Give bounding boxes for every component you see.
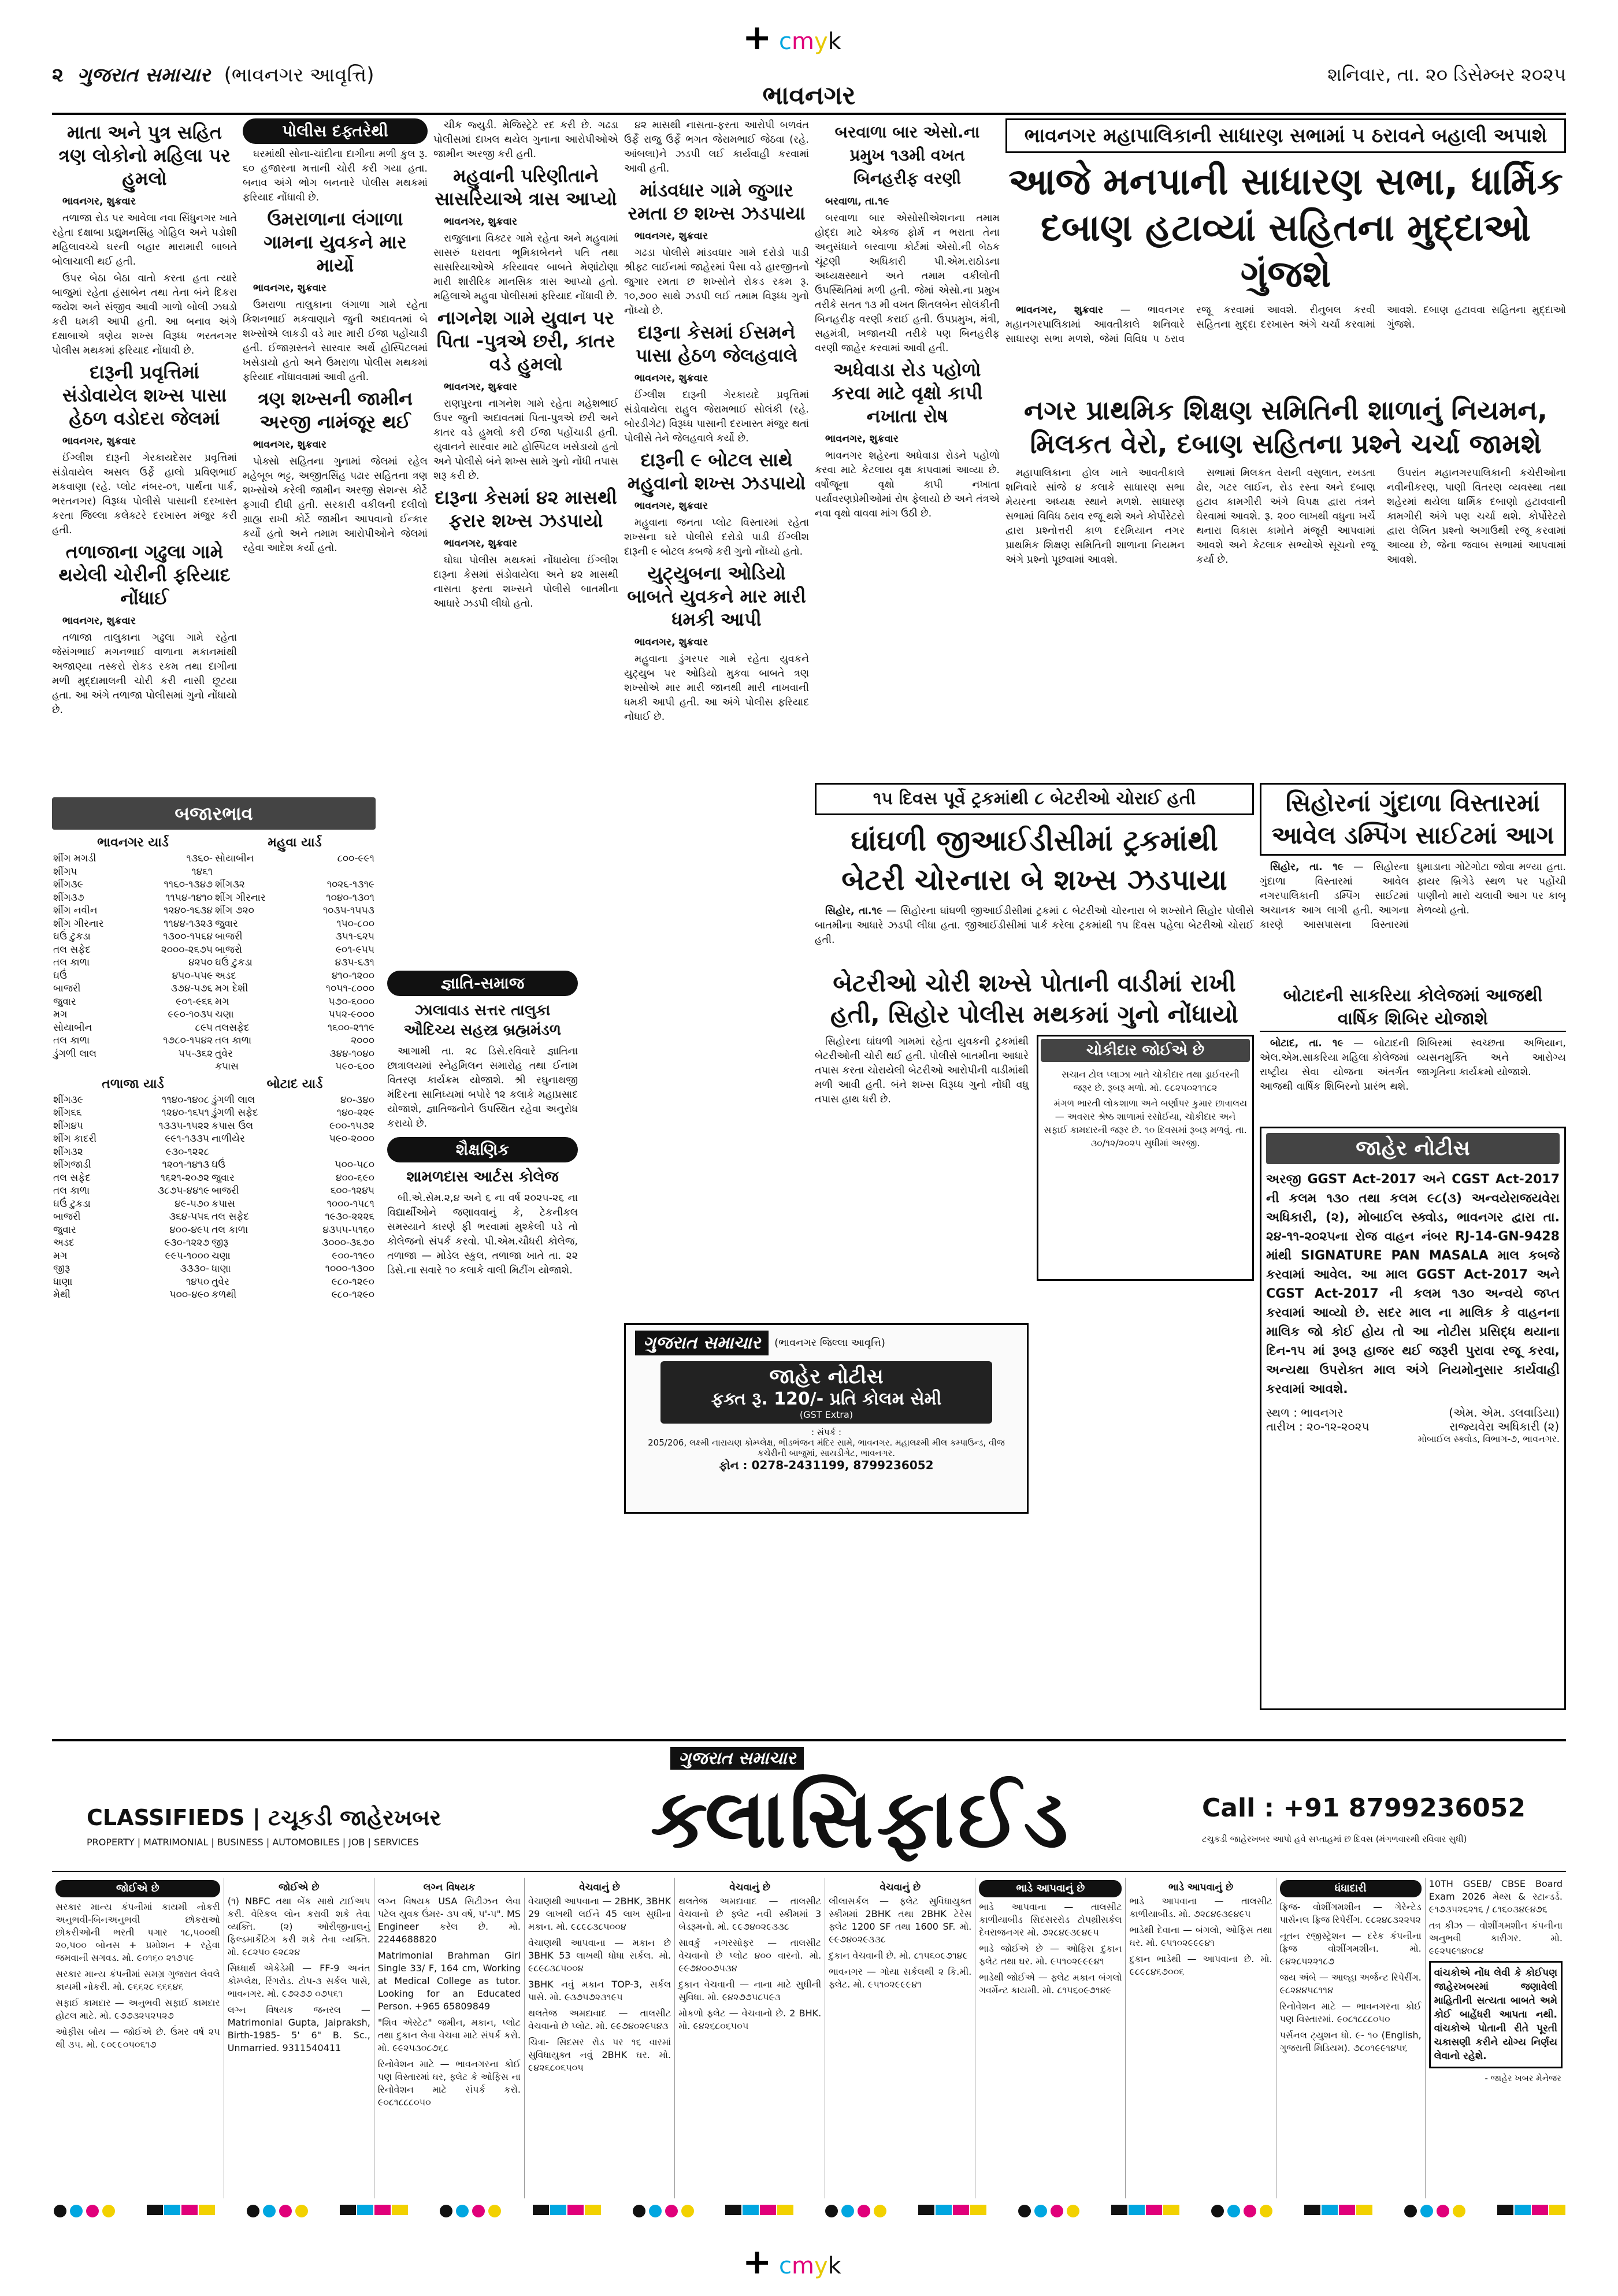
truck-subheadline: બેટરીઓ ચોરી શખ્સે પોતાની વાડીમાં રાખી હતી, સિહોર પોલીસ મથકમાં ગુનો નોંધાયો — [830, 969, 1238, 1028]
classified-ad: વેચાણથી આપવાના — 2BHK, 3BHK 29 લાખથી લઈને 45 લાખ સુધીના મકાન. મો. ૯૮૯૮૩૮૫૦૦૪ — [528, 1896, 671, 1932]
color-swatch — [649, 2205, 662, 2217]
color-swatch — [874, 2205, 886, 2217]
color-swatch — [263, 2205, 276, 2217]
classified-ad: લગ્ન વિષયક જનરલ — Matrimonial Gupta, Jaipraksh, Birth-1985- 5' 6" B. Sc., Unmarried. 9311540411 — [227, 2004, 370, 2053]
headline: ત્રણ શખ્સની જામીન અરજી નામંજૂર થઈ — [257, 388, 413, 433]
color-swatch — [164, 2205, 180, 2215]
color-swatch — [1549, 2205, 1565, 2215]
color-swatch — [550, 2205, 566, 2215]
color-swatch — [1339, 2205, 1355, 2215]
color-swatch — [340, 2205, 356, 2215]
rate-ad: ગુજરાત સમાચાર (ભાવનગર જિલ્લા આવૃત્તિ) જાહેર નોટીસ ફક્ત રૂ. 120/- પ્રતિ કોલમ સેમી (GST Extra) : સંપર્ક : 205/206, લક્ષ્મી નારાયણ કોમ્પ્લેક્ષ, ભીડભંજન મંદિર સામે, ભાવનગર. મહાલક્ષ્મી મીલ કમ્પાઉન્ડ, વીજ કચેરીની બાજુમાં, સાયડીગેટ, ભાવનગર. ફોન : 0278-2431199, 8799236052 — [624, 1323, 1029, 1514]
color-swatch-group — [1497, 2205, 1566, 2217]
headline: ઉમરાળાના લંગાળા ગામના યુવકને માર માર્યો — [264, 208, 407, 276]
color-swatch — [1322, 2205, 1338, 2215]
classified-ad: સાવર્કુ નગરસોફર — તાલસીટ વેચવાનો છે પ્લોટ ૪૦૦ વારનો. મો. ૯૯૭૪૦૦૭૫૩૪ — [678, 1937, 822, 1974]
classified-ad: રિનોવેશન માટે — ભાવનગરના કોઈ પણ વિસ્તારમાં. ૯૦૮૧૮૮૮૦૫૦ — [1279, 2001, 1422, 2024]
classifieds-body: જોઈએ છે સરકાર માન્ય કંપનીમાં કાયમી નોકરી અનુભવી-બિનઅનુભવી છોકરાઓ છોકરીઓની ભરતી પગાર ૧૮,૫૦૦થી ૨૦,૫૦૦ બોનસ + પ્રમોશન + રહેવા જમવાની સગવડ. મો. ૯૦૧૬૦ ૨૧૭૫૯ સરકાર માન્ય કંપનીમાં સમગ્ર ગુજરાત લેવલે કાયમી નોકરી. મો. ૯૬૬૨૮ ૬૬૬૪૬ સફાઈ કામદાર — અનુભવી સફાઈ કામદાર હોટલ માટે. મો. ૯૭૭૩૨૫૨૫૨૭ ઓફીસ બોય — જોઈએ છે. ઉંમર વર્ષ ૨૫ થી ૩૫. મો. ૯૦૯૯૦૫૦૬૧૭ જોઈએ છે (૧) NBFC તથા બેંક સાથે ટાઈઅપ કરી. વેરિકલ લોન કરાવી શકે તેવા વ્યક્તિ. (૨) ઓરીજીનાલનું ફિલ્ડમાર્કેટિંગ કરી શકે તેવા વ્યક્તિ. મો. ૯૮૨૫૦ ૯૨૮૨૪ સિધ્ધાર્થ એકેડેમી — FF-9 અનંત કોમ્પ્લેક્ષ, રિંગરોડ. ટોપ-૩ સર્કલ પાસે, ભાવનગર. મો. ૯૭૨૭૭ ૦૭૫૬૧ લગ્ન વિષયક જનરલ — Matrimonial Gupta, Jaipraksh, Birth-1985- 5' 6" B. Sc., Unmarried. 9311540411 લગ્ન વિષયક લગ્ન વિષયક USA સિટીઝન લેવા પટેલ યુવક ઉંમર- ૩૫ વર્ષ, ૫'-૫". MS Engineer કરેલ છે. મો. 2244688820 Matrimonial Brahman Girl Single 33/ F, 164 cm, Working at Medical College as tutor. Looking for an Educated Person. +965 65809849 "શિવ એસ્ટેટ" જમીન, મકાન, પ્લોટ તથા દુકાન લેવા વેચવા માટે સંપર્ક કરો. મો. ૯૯૨૫૩૦૮૭૬૮ રિનોવેશન માટે — ભાવનગરના કોઈ પણ વિસ્તારમાં ઘર, ફ્લેટ કે ઓફિસ ના રિનોવેશન માટે સંપર્ક કરો. ૯૦૮૧૮૮૮૦૫૦ વેચવાનું છે વેચાણથી આપવાના — 2BHK, 3BHK 29 લાખથી લઈને 45 લાખ સુધીના મકાન. મો. ૯૮૯૮૩૮૫૦૦૪ વેચાણથી આપવાના — મકાન છે 3BHK 53 લાખથી ધોધા સર્કલ. મો. ૯૮૯૮૩૮૫૦૦૪ 3BHK નવું મકાન TOP-3, સર્કલ પાસે. મો. ૯૩૭૫૭૨૩૧૯૫ થલતેજ અમદાવાદ — તાલસીટ વેચવાનો છે પ્લોટ. મો. ૯૯૭૪૦૨૯૫૪૩ ચિત્રા- સિદસર રોડ પર ૧૬ વારમાં સુવિધાયુક્ત નવું 2BHK ઘર. મો. ૯૪૨૬૮૦૬૫૦૫ વેચવાનું છે થલતેજ અમદાવાદ — તાલસીટ વેચવાનો છે ફ્લેટ નવી સ્કીમમાં 3 બેડરૂમનો. મો. ૯૯૭૪૦૨૯૩૩૮ સાવર્કુ નગરસોફર — તાલસીટ વેચવાનો છે પ્લોટ ૪૦૦ વારનો. મો. ૯૯૭૪૦૦૭૫૩૪ દુકાન વેચવાની — નાના માટે સુધીની સુવિધા. મો. ૯૪૨૭૭૫૮૫૯૩ મોકળો ફ્લેટ — વેચવાનો છે. 2 BHK. મો. ૯૪૨૬૮૦૬૫૦૫ વેચવાનું છે લીલાસર્કલ — ફ્લેટ સુવિધાયુક્ત સ્કીમમાં 2BHK તથા 2BHK ટેરેસ ફ્લેટ 1200 SF તથા 1600 SF. મો. ૯૯૭૪૦૨૯૩૩૮ દુકાન વેચવાની છે. મો. ૮૧૫૬૦૯૭૧૪૯ ભાવનગર — ગોયા સર્કલથી ૨ કિ.મી. ફ્લેટ. મો. ૯૫૧૦૨૯૯૯૪૧ ભાડે આપવાનું છે ભાડે આપવાના — તાલસીટ કાળીયાબીડ સિદસરરોડ ટોપથ્રીસર્કલ દેવરાજનગર મો. ૭૨૮૪૯૩૯૪૯૫ ભાડે જોઈએ છે — ઓફિસ દુકાન ફ્લેટ તથા ઘર. મો. ૯૫૧૦૨૯૯૯૪૧ ભાડેથી જોઈએ — ફ્લેટ મકાન બંગલો ગવર્મેન્ટ કાયમી. મો. ૮૧૫૬૦૯૭૧૪૯ ભાડે આપવાનું છે ભાડે આપવાના — તાલસીટ કાળીયાબીડ. મો. ૭૨૮૪૯૩૯૪૯૫ ભાડેથી દેવાના — બંગલો, ઓફિસ તથા ઘર. મો. ૯૫૧૦૨૯૯૯૪૧ દુકાન ભાડેથી — આપવાના છે. મો. ૯૮૯૮૪૬૭૦૦૬ ધંધાદારી ફ્રિજ- વોશીંગમશીન — ગેરેન્ટેડ પાર્સનલ ફ્રિજ રિપેરીંગ. ૯૮૨૪૮૩૨૨૫૨ નૂતન રજીસ્ટ્રેશન — દરેક કંપનીના ફ્રિજ વોશીંગમશીન. મો. ૯૪૨૮૫૨૨૧૮૭ જય અંબે — આલ્હા અર્જન્ટ રિપેરીંગ. ૯૮૨૪૪૫૮૧૧૪ રિનોવેશન માટે — ભાવનગરના કોઈ પણ વિસ્તારમાં. ૯૦૮૧૮૮૮૦૫૦ પર્સનલ ટ્યુશન ધો. ૯- ૧૦ (English, ગુજરાતી મિડિયમ). ૭૮૦૧૯૯૧૪૫૬ 10TH GSEB/ CBSE Board Exam 2026 મેથ્સ & સ્ટાન્ડર્ડ. ૯૧૭૩૫૨૬૨૧૬ / ૮૧૬૦૩૪૯૪૭૬ તત્ર કીઝ — વોશીંગમશીન કંપનીના અનુભવી કારીગર. મો. ૯૯૨૫૯૧૪૦૮૪ વાંચકોએ નોંધ લેવી કે કોઈપણ જાહેરખબરમાં જણાવેલી માહિતીની સત્યતા બાબતે અમે કોઈ બાહેંધરી આપતા નથી. વાંચકોએ પોતાની રીતે પૂરતી ચકાસણી કરીને યોગ્ય નિર્ણય લેવાનો રહેશે. - જાહેર ખબર મેનેજર — [52, 1878, 1566, 2198]
classified-ad: તત્ર કીઝ — વોશીંગમશીન કંપનીના અનુભવી કારીગર. મો. ૯૯૨૫૯૧૪૦૮૪ — [1428, 1920, 1563, 1956]
color-swatch — [760, 2205, 776, 2215]
market-row: તલ કાળા ૩૮૭૫-૪૪૧૯ બાજરી ૬૦૦-૧૨૪૫ — [53, 1185, 374, 1197]
color-swatch — [199, 2205, 215, 2215]
market-row: શીંગ મગડી ૧૩૬૦- સોયાબીન ૮૦૦-૯૯૧ — [53, 853, 374, 864]
classifieds-disclaimer: વાંચકોએ નોંધ લેવી કે કોઈપણ જાહેરખબરમાં જણાવેલી માહિતીની સત્યતા બાબતે અમે કોઈ બાહેંધરી આપતા નથી. વાંચકોએ પોતાની રીતે પૂરતી ચકાસણી કરીને યોગ્ય નિર્ણય લેવાનો રહેશે. — [1429, 1961, 1563, 2068]
color-control-bar — [52, 2202, 1566, 2220]
lead-headline: આજે મનપાની સાધારણ સભા, ધાર્મિક દબાણ હટાવ્યાં સહિતના મુદ્દાઓ ગુંજશે — [1008, 161, 1563, 296]
market-row: જુવાર ૯૦૧-૯૬૬ મગ ૫૭૦-૬૦૦૦ — [53, 995, 374, 1008]
color-swatch — [1163, 2205, 1179, 2215]
classified-ad: રિનોવેશન માટે — ભાવનગરના કોઈ પણ વિસ્તારમાં ઘર, ફ્લેટ કે ઓફિસ ના રિનોવેશન માટે સંપર્ક કરો. ૯૦૮૧૮૮૮૦૫૦ — [377, 2059, 521, 2108]
color-swatch — [633, 2205, 645, 2217]
classified-ad: દુકાન વેચવાની છે. મો. ૮૧૫૬૦૯૭૧૪૯ — [829, 1950, 968, 1961]
section-banner-police: પોલીસ દફ્તરેથી — [243, 118, 428, 144]
classified-ad: ભાડે આપવાના — તાલસીટ કાળીયાબીડ. મો. ૭૨૮૪૯૩૯૪૯૫ — [1129, 1896, 1272, 1919]
color-swatch — [102, 2205, 115, 2217]
section-banner-education: શૈક્ષણિક — [387, 1137, 578, 1162]
classified-ad: જય અંબે — આલ્હા અર્જન્ટ રિપેરીંગ. ૯૮૨૪૪૫૮૧૧૪ — [1279, 1972, 1422, 1996]
headline: મહુવાની પરિણીતાને સાસરિયાએ ત્રાસ આપ્યો — [435, 165, 617, 210]
color-swatch — [825, 2205, 838, 2217]
market-row: શીંગ૪૫ ૧૩૩૫-૧૫૨૨ કપાસ ઉલ ૯૦૦-૧૫૭૨ — [53, 1120, 374, 1132]
market-row: શીંગજાડી ૧૨૦૧-૧૪૧૩ ઘઉં ૫૦૦-૫૮૦ — [53, 1159, 374, 1171]
classified-ad: થલતેજ અમદાવાદ — તાલસીટ વેચવાનો છે ફ્લેટ નવી સ્કીમમાં 3 બેડરૂમનો. મો. ૯૯૭૪૦૨૯૩૩૮ — [678, 1896, 822, 1932]
market-row: શીંગ૩૨ ૯૩૦-૧૨૨૮ — [53, 1146, 210, 1158]
watchman-ad: ચોકીદાર જોઈએ છે સચાન ટોલ પ્લાઝા ખાતે ચોકીદાર તથા ડ્રાઈવરની જરૂર છે. રૂબરૂ મળો. મો. ૯૮૨૫૦૨૧૧૮૨ મંગળ ભારતી લોકશાળા અને બર્ણાપર કુમાર છાત્રાલય — અવસર શ્રેષ્ઠ શાળામાં રસોઈયા, ચોકીદાર અને સફાઈ કામદારની જરૂર છે. ૧૦ દિવસમાં રૂબરૂ મળવું. તા. ૩૦/૧૨/૨૦૨૫ સુધીમાં અરજી. — [1037, 1035, 1254, 1281]
market-row: બાજરી ૩૭૪-૫૭૬ મગ દેશી ૧૦૫૧-૮૦૦૦ — [53, 983, 374, 994]
market-row: શીંગ૩૯ ૧૧૪૦-૧૪૦૮ ડુંગળી લાલ ૪૦-૩૪૦ — [53, 1094, 374, 1106]
color-swatch — [777, 2205, 793, 2215]
color-swatch — [86, 2205, 99, 2217]
market-row: શીંગ૩૭ ૧૧૫૪-૧૪૧૦ શીંગ ગીરનાર ૧૦૪૦-૧૩૦૧ — [53, 891, 374, 904]
color-swatch — [1244, 2205, 1256, 2217]
color-swatch — [1260, 2205, 1272, 2217]
classified-ad: ભાડેથી જોઈએ — ફ્લેટ મકાન બંગલો ગવર્મેન્ટ કાયમી. મો. ૮૧૫૬૦૯૭૧૪૯ — [979, 1972, 1122, 1996]
color-swatch — [970, 2205, 986, 2215]
truck-kicker: ૧૫ દિવસ પૂર્વે ટ્રકમાંથી ૮ બેટરીઓ ચોરાઈ હતી — [815, 783, 1254, 815]
classified-ad: થલતેજ અમદાવાદ — તાલસીટ વેચવાનો છે પ્લોટ. મો. ૯૯૭૪૦૨૯૫૪૩ — [528, 2008, 671, 2031]
color-swatch — [247, 2205, 259, 2217]
color-swatch-group — [1111, 2205, 1180, 2217]
market-title: બજારભાવ — [52, 797, 376, 830]
color-swatch — [440, 2205, 452, 2217]
classified-ad: ઓફીસ બોય — જોઈએ છે. ઉંમર વર્ષ ૨૫ થી ૩૫. મો. ૯૦૯૯૦૫૦૬૧૭ — [55, 2026, 220, 2050]
botad-headline: બોટાદની સાકરિયા કોલેજમાં આજથી વાર્ષિક શિબિર યોજાશે — [1260, 984, 1566, 1032]
section-banner-samaj: જ્ઞાતિ-સમાજ — [387, 971, 578, 996]
classified-ad: લગ્ન વિષયક USA સિટીઝન લેવા પટેલ યુવક ઉંમર- ૩૫ વર્ષ, ૫'-૫". MS Engineer કરેલ છે. મો. 2244688820 — [377, 1896, 521, 1945]
market-table-1 — [52, 852, 376, 1073]
color-swatch — [1111, 2205, 1127, 2215]
classified-ad: મોકળો ફ્લેટ — વેચવાનો છે. 2 BHK. મો. ૯૪૨૬૮૦૬૫૦૫ — [678, 2008, 822, 2031]
classified-ad: ભાડેથી દેવાના — બંગલો, ઓફિસ તથા ઘર. મો. ૯૫૧૦૨૯૯૯૪૧ — [1129, 1925, 1272, 1948]
color-swatch-group — [1016, 2205, 1081, 2217]
news-column-4: ૪૨ માસથી નાસતા-ફરતા આરોપી બળવંત ઉર્ફે રાજુ ઉર્ફે ભગત જેરામભાઈ જેઠવા (રહે. આંબલા)ને ઝડપી લઈ કાર્યવાહી કરવામાં આવી હતી. માંડવધાર ગામે જુગાર રમતા છ શખ્સ ઝડપાયા ભાવનગર, શુક્રવાર ગઢડા પોલીસે માંડવધાર ગામે દરોડો પાડી શ્રીફ્ટ લાઈનમાં જાહેરમાં પૈસા વડે હારજીતનો જુગાર રમતા છ શખ્સોને રોકડ રકમ રૂ. ૧૦,૭૦૦ સાથે ઝડપી લઈ તમામ વિરૂધ્ધ ગુનો નોંધ્યો છે. દારૂના કેસમાં ઈસમને પાસા હેઠળ જેલહવાલે ભાવનગર, શુક્રવાર ઈંગ્લીશ દારૂની ગેરકાયદે પ્રવૃત્તિમાં સંડોવાયેલા રાહુલ જેરામભાઈ સોલંકી (રહે. બોરડીગેટ) વિરૂધ્ધ પાસાની દરખાસ્ત મંજુર થતાં પોલીસે તેને જેલહવાલે કર્યો છે. દારૂની ૯ બોટલ સાથે મહુવાનો શખ્સ ઝડપાયો ભાવનગર, શુક્રવાર મહુવાના જનતા પ્લોટ વિસ્તારમાં રહેતા શખ્સના ઘરે પોલીસે દરોડો પાડી ઈંગ્લીશ દારૂની ૯ બોટલ કબજે કરી ગુનો નોંધ્યો હતો. યુટ્યુબના ઓડિયો બાબતે યુવકને માર મારી ધમકી આપી ભાવનગર, શુક્રવાર મહુવાના ડુંગરપર ગામે રહેતા યુવકને યુટ્યુબ પર ઓડિયો મુકવા બાબતે ત્રણ શખ્સોએ માર મારી જાનથી મારી નાખવાની ધમકી આપી હતી. આ અંગે પોલીસ ફરિયાદ નોંધાઈ છે. — [624, 120, 809, 723]
market-row: જીરૂ ૩૩૩૦- ધાણા ૧૦૦૦-૧૩૦૦ — [53, 1263, 374, 1275]
market-row: ધાણા ૧૪૫૦ તુવેર ૯૮૦-૧૨૯૦ — [53, 1276, 374, 1288]
color-swatch-group — [631, 2205, 696, 2217]
color-swatch-group — [245, 2205, 310, 2217]
market-row: તલ કાળા ૪૨૫૦ ઘઉં ટુકડા ૪૩૫-૬૩૧ — [53, 957, 374, 968]
market-row: શીંગ૩૯ ૧૧૬૦-૧૩૪૭ શીંગ૩૨ ૧૦૨૬-૧૩૧૯ — [53, 879, 374, 890]
lead-story: ભાવનગર મહાપાલિકાની સાધારણ સભામાં ૫ ઠરાવને બહાલી અપાશે આજે મનપાની સાધારણ સભા, ધાર્મિક દબાણ હટાવ્યાં સહિતના મુદ્દાઓ ગુંજશે ભાવનગર, શુક્રવાર — ભાવનગર મહાનગરપાલિકામાં આવતીકાલે શનિવારે સાધારણ સભા મળશે, જેમાં વિવિધ ૫ ઠરાવ રજૂ કરવામાં આવશે. રીનુબલ કરવી સહિતના મુદ્દા દરખાસ્ત અંગે ચર્ચા કરવામાં આવશે. દબાણ હટાવવા સહિતના મુદ્દાઓ ગુંજશે. નગર પ્રાથમિક શિક્ષણ સમિતિની શાળાનું નિયમન, મિલકત વેરો, દબાણ સહિતના પ્રશ્ને ચર્ચા જામશે મહાપાલિકાના હોલ ખાતે આવતીકાલે શનિવારે સાંજે ૪ કલાકે સાધારણ સભા મેયરના અધ્યક્ષ સ્થાને મળશે. સાધારણ સભામાં વિવિધ ઠરાવ રજૂ થશે અને કોર્પોરેટરો દ્વારા પ્રશ્નોત્તરી કાળ દરમિયાન નગર પ્રાથમિક શિક્ષણ સમિતિની શાળાના નિયમન અંગે પ્રશ્નો પૂછવામાં આવશે. સભામાં મિલકત વેરાની વસુલાત, રખડતા ઢોર, ગટર લાઈન, રોડ રસ્તા અને દબાણ હટાવ કામગીરી અંગે વિપક્ષ દ્વારા તંત્રને ઘેરવામાં આવશે. રૂ. ૨૦૦ લાખથી વધુના ખર્ચે થનારા વિકાસ કામોને મંજૂરી આપવામાં આવશે અને કેટલાક સભ્યોએ સૂચનો રજૂ કર્યા છે. ઉપરાંત મહાનગરપાલિકાની કચેરીઓના નવીનીકરણ, પાણી વિતરણ વ્યવસ્થા તથા શહેરમાં થયેલા ધાર્મિક દબાણો હટાવવાની કામગીરી અંગે પણ ચર્ચા થશે. કોર્પોરેટરો દ્વારા લેખિત પ્રશ્નો અગાઉથી રજૂ કરવામાં આવ્યા છે, જેના જવાબ સભામાં આપવામાં આવશે. — [1005, 118, 1566, 771]
headline: નાગનેશ ગામે યુવાન પર પિતા -પુત્રએ છરી, કાતર વડે હુમલો — [436, 307, 615, 375]
market-row: જુવાર ૪૦૦-૪૯૫ તલ કાળા ૪૩૫૫-૫૧૬૦ — [53, 1224, 374, 1236]
market-row: સોયાબીન ૮૯૫ તલસફેદ ૧૬૦૦-૨૧૧૯ — [53, 1021, 374, 1034]
color-swatch — [1211, 2205, 1224, 2217]
color-swatch-group — [339, 2205, 409, 2217]
notice-title: જાહેર નોટીસ — [1266, 1133, 1560, 1164]
classified-ad: ચિત્રા- સિદસર રોડ પર ૧૬ વારમાં સુવિધાયુક્ત નવું 2BHK ઘર. મો. ૯૪૨૬૮૦૬૫૦૫ — [528, 2037, 671, 2073]
news-column-2: પોલીસ દફ્તરેથી ઘરમાંથી સોના-ચાંદીના દાગીના મળી કુલ રૂ. ૬૦ હજારના મત્તાની ચોરી કરી ગયા હતા. બનાવ અંગે ભોગ બનનારે પોલીસ મથકમાં ફરિયાદ નોંધાવી છે. ઉમરાળાના લંગાળા ગામના યુવકને માર માર્યો ભાવનગર, શુક્રવાર ઉમરાળા તાલુકાના લંગાળા ગામે રહેતા કિશનભાઈ મકવાણાને જુની અદાવતમાં બે શખ્સોએ લાકડી વડે માર મારી ઈજા પહોંચાડી હતી. ઈજાગ્રસ્તને સારવાર અર્થે હોસ્પિટલમાં ખસેડાયો હતો અને ઉમરાળા પોલીસ મથકમાં ફરિયાદ નોંધાવવામાં આવી હતી. ત્રણ શખ્સની જામીન અરજી નામંજૂર થઈ ભાવનગર, શુક્રવાર પોક્સો સહિતના ગુનામાં જેલમાં રહેલ મહેબૂબ ભટ્ટ, અજીતસિંહ પઢાર સહિતના ત્રણ શખ્સોએ કરેલી જામીન અરજી સેશન્સ કોર્ટે ફગાવી દીધી હતી. સરકારી વકીલની દલીલો ગ્રાહ્ય રાખી કોર્ટે જામીન આપવાનો ઈન્કાર કર્યો હતો અને તમામ આરોપીઓને જેલમાં રહેવા આદેશ કર્યો હતો. — [243, 118, 428, 777]
market-row: ઘઉં ૪૫૦-૫૫૯ અડદ ૪૧૦-૧૨૦૦ — [53, 969, 374, 982]
color-swatch — [54, 2205, 66, 2217]
color-swatch-group — [918, 2205, 987, 2217]
color-swatch — [488, 2205, 501, 2217]
market-row: શીંગ કાદરી ૯૯૧-૧૩૩૫ નાળીયેર ૫૯૦-૨૦૦૦ — [53, 1133, 374, 1145]
market-row: તલ સફેદ ૧૬૨૧-૨૦૭૨ જુવાર ૪૦૦-૬૯૦ — [53, 1172, 374, 1184]
color-swatch — [1404, 2205, 1417, 2217]
color-swatch — [1051, 2205, 1063, 2217]
color-swatch — [1018, 2205, 1031, 2217]
headline: માંડવધાર ગામે જુગાર રમતા છ શખ્સ ઝડપાયા — [628, 179, 806, 224]
color-swatch — [1453, 2205, 1465, 2217]
classified-ad: Matrimonial Brahman Girl Single 33/ F, 164 cm, Working at Medical College as tutor. Looking for an Educated Person. +965 65809849 — [377, 1950, 521, 2012]
print-registration-mark-bottom: + cmyk — [743, 2242, 841, 2282]
color-swatch — [936, 2205, 952, 2215]
market-row: મગ ૯૯૦-૧૦૩૫ ચણા ૫૫૨-૯૦૦૦ — [53, 1009, 374, 1020]
color-swatch-group — [1402, 2205, 1467, 2217]
headline: દારૂના કેસમાં ૪૨ માસથી ફરાર શખ્સ ઝડપાયો — [435, 486, 617, 532]
notice-body: અરજી GGST Act-2017 અને CGST Act-2017 ની કલમ ૧૩૦ તથા કલમ ૯૮(૩) અન્વયેરાજયવેરા અધિકારી, (૨), મોબાઈલ સ્ક્વોડ, ભાવનગર દ્વારા તા. ૨૪-૧૧-૨૦૨૫ના રોજ વાહન નંબર RJ-14-GN-9428 માંથી SIGNATURE PAN MASALA માલ કબજે કરવામાં આવેલ. આ માલ GGST Act-2017 અને CGST Act-2017 ની કલમ ૧૩૦ અન્વયે જપ્ત કરવામાં આવ્યો છે. સદર માલ ના માલિક કે વાહનના માલિક જો કોઈ હોય તો આ નોટીસ પ્રસિદ્ધ થયાના દિન-૧૫ માં રૂબરૂ હાજર થઈ જરૂરી પુરાવા રજૂ કરવા, અન્યથા ઉપરોક્ત માલ અંગે નિયમોનુસાર કાર્યવાહી કરવામાં આવશે. — [1266, 1172, 1560, 1396]
classified-ad: સિધ્ધાર્થ એકેડેમી — FF-9 અનંત કોમ્પ્લેક્ષ, રિંગરોડ. ટોપ-૩ સર્કલ પાસે, ભાવનગર. મો. ૯૭૨૭૭ ૦૭૫૬૧ — [227, 1963, 370, 1999]
color-swatch — [681, 2205, 694, 2217]
color-swatch — [953, 2205, 969, 2215]
classified-ad: દુકાન વેચવાની — નાના માટે સુધીની સુવિધા. મો. ૯૪૨૭૭૫૮૫૯૩ — [678, 1979, 822, 2003]
color-swatch — [295, 2205, 308, 2217]
classifieds-phone: Call : +91 8799236052 — [1202, 1793, 1526, 1823]
market-row: ઘઉં ટુકડા ૪૯-૫૭૦ કપાસ ૧૦૦૦-૧૫૮૧ — [53, 1198, 374, 1210]
market-row: શીંગ ગીરનાર ૧૧૪૪-૧૩૨૩ જુવાર ૧૫૦-૮૦૦ — [53, 917, 374, 930]
color-swatch — [1129, 2205, 1145, 2215]
headline: દારૂના કેસમાં ઈસમને પાસા હેઠળ જેલહવાલે — [635, 321, 798, 366]
market-row: અડદ ૯૩૦-૧૨૨૭ જીરૂ ૩૦૦૦-૩૬૭૦ — [53, 1237, 374, 1249]
color-swatch — [585, 2205, 601, 2215]
classified-ad: નૂતન રજીસ્ટ્રેશન — દરેક કંપનીના ફ્રિજ વોશીંગમશીન. મો. ૯૪૨૮૫૨૨૧૮૭ — [1279, 1930, 1422, 1967]
color-swatch — [374, 2205, 391, 2215]
headline: તળાજાના ગઢુલા ગામે થયેલી ચોરીની ફરિયાદ નોંધાઈ — [58, 541, 231, 609]
color-swatch-group — [823, 2205, 888, 2217]
section-title: ભાવનગર — [762, 81, 856, 110]
market-rates: બજારભાવ ભાવનગર યાર્ડ મહુવા યાર્ડ શીંગ મગડી ૧૩૬૦- સોયાબીન ૮૦૦-૯૯૧ શીંગપ ૧૪૬૧ શીંગ૩૯ ૧૧૬૦-૧૩૪૭ શીંગ૩૨ ૧૦૨૬-૧૩૧૯ શીંગ૩૭ ૧૧૫૪-૧૪૧૦ શીંગ ગીરનાર ૧૦૪૦-૧૩૦૧ શીંગ નવીન ૧૨૪૦-૧૬૩૪ શીંગ ૭૨૦ ૧૦૩૫-૧૫૫૩ શીંગ ગીરનાર ૧૧૪૪-૧૩૨૩ જુવાર ૧૫૦-૮૦૦ ઘઉં ટુકડા ૧૩૦૦-૧૫૬૪ બાજરી ૩૫૧-૬૨૫ તલ સફેદ ૨૦૦૦-૨૬૭૫ બાજરો ૯૦૧-૯૫૫ તલ કાળા ૪૨૫૦ ઘઉં ટુકડા ૪૩૫-૬૩૧ ઘઉં ૪૫૦-૫૫૯ અડદ ૪૧૦-૧૨૦૦ બાજરી ૩૭૪-૫૭૬ મગ દેશી ૧૦૫૧-૮૦૦૦ જુવાર ૯૦૧-૯૬૬ મગ ૫૭૦-૬૦૦૦ મગ ૯૯૦-૧૦૩૫ ચણા ૫૫૨-૯૦૦૦ સોયાબીન ૮૯૫ તલસફેદ ૧૬૦૦-૨૧૧૯ તલ કાળા ૧૭૮૦-૧૫૪૨ તલ કાળા ૨૦૦૦ ડુંગળી લાલ ૫૫-૩૬૨ તુવેર ૩૪૪-૧૦૪૦ કપાસ ૫૯૦-૬૦૦ તળાજા યાર્ડ બોટાદ યાર્ડ શીંગ૩૯ ૧૧૪૦-૧૪૦૮ ડુંગળી લાલ ૪૦-૩૪૦ શીંગ૬૬ ૧૨૪૦-૧૬૫૧ ડુંગળી સફેદ ૧૪૦-૨૨૯ શીંગ૪૫ ૧૩૩૫-૧૫૨૨ કપાસ ઉલ ૯૦૦-૧૫૭૨ શીંગ કાદરી ૯૯૧-૧૩૩૫ નાળીયેર ૫૯૦-૨૦૦૦ શીંગ૩૨ ૯૩૦-૧૨૨૮ શીંગજાડી ૧૨૦૧-૧૪૧૩ ઘઉં ૫૦૦-૫૮૦ તલ સફેદ ૧૬૨૧-૨૦૭૨ જુવાર ૪૦૦-૬૯૦ તલ કાળા ૩૮૭૫-૪૪૧૯ બાજરી ૬૦૦-૧૨૪૫ ઘઉં ટુકડા ૪૯-૫૭૦ કપાસ ૧૦૦૦-૧૫૮૧ બાજરી ૩૬૪-૫૫૬ તલ સફેદ ૧૯૩૦-૨૨૨૬ જુવાર ૪૦૦-૪૯૫ તલ કાળા ૪૩૫૫-૫૧૬૦ અડદ ૯૩૦-૧૨૨૭ જીરૂ ૩૦૦૦-૩૬૭૦ મગ ૯૯૫-૧૦૦૦ ચણા ૯૦૦-૧૧૯૦ જીરૂ ૩૩૩૦- ધાણા ૧૦૦૦-૧૩૦૦ ધાણા ૧૪૫૦ તુવેર ૯૮૦-૧૨૯૦ મેથી ૫૦૦-૪૯૦ કળથી ૯૮૦-૧૨૯૦ — [52, 797, 376, 1727]
classified-ad: 10TH GSEB/ CBSE Board Exam 2026 મેથ્સ & સ્ટાન્ડર્ડ. ૯૧૭૩૫૨૬૨૧૬ / ૮૧૬૦૩૪૯૪૭૬ — [1428, 1878, 1563, 1915]
color-swatch — [472, 2205, 485, 2217]
market-row: ડુંગળી લાલ ૫૫-૩૬૨ તુવેર ૩૪૪-૧૦૪૦ — [53, 1047, 374, 1060]
color-swatch — [147, 2205, 163, 2215]
market-row: ઘઉં ટુકડા ૧૩૦૦-૧૫૬૪ બાજરી ૩૫૧-૬૨૫ — [53, 931, 374, 942]
market-row: તલ સફેદ ૨૦૦૦-૨૬૭૫ બાજરો ૯૦૧-૯૫૫ — [53, 943, 374, 956]
color-swatch — [1227, 2205, 1240, 2217]
classifieds-header: ગુજરાત સમાચાર CLASSIFIEDS | ટચૂકડી જાહેરખબર PROPERTY | MATRIMONIAL | BUSINESS | AUTOMOBILES | JOB | SERVICES ક્લાસિફાઈડ Call : +91 8799236052 ટચુકડી જાહેરખબર આપો હવે સપ્તાહમાં છ દિવસ (મંગળવારથી રવિવાર સુધી) — [52, 1739, 1566, 1872]
color-swatch — [918, 2205, 934, 2215]
market-row: શીંગપ ૧૪૬૧ — [53, 865, 213, 878]
color-swatch — [1420, 2205, 1433, 2217]
fire-headline: સિહોરનાં ગુંદાળા વિસ્તારમાં આવેલ ડમ્પિંગ સાઈટમાં આગ — [1260, 783, 1566, 856]
color-swatch — [1067, 2205, 1079, 2217]
market-row: બાજરી ૩૬૪-૫૫૬ તલ સફેદ ૧૯૩૦-૨૨૨૬ — [53, 1211, 374, 1223]
paper-name: ગુજરાત સમાચાર — [77, 64, 210, 87]
color-swatch-group — [532, 2205, 602, 2217]
news-column-3: ચીક જ્યુડી. મેજિસ્ટ્રેટે રદ કરી છે. ગઢડા પોલીસમાં દાખલ થયેલ ગુનાના આરોપીઓએ જામીન અરજી કરી હતી. મહુવાની પરિણીતાને સાસરિયાએ ત્રાસ આપ્યો ભાવનગર, શુક્રવાર રાજુલાના વિક્ટર ગામે રહેતા અને મહુવામાં સાસરું ધરાવતા ભૂમિકાબેનને પતિ તથા સાસરિયાઓએ કરિયાવર બાબતે મેણાંટોણા મારી શારીરિક માનસિક ત્રાસ આપ્યો હતો. મહિલાએ મહુવા પોલીસમાં ફરિયાદ નોંધાવી છે. નાગનેશ ગામે યુવાન પર પિતા -પુત્રએ છરી, કાતર વડે હુમલો ભાવનગર, શુક્રવાર રાણપુરના નાગનેશ ગામે રહેતા મહેશભાઈ ઉપર જુની અદાવતમાં પિતા-પુત્રએ છરી અને કાતર વડે હુમલો કરી ઈજા પહોંચાડી હતી. યુવાનને સારવાર માટે હોસ્પિટલ ખસેડાયો હતો અને પોલીસે બંને શખ્સ સામે ગુનો નોંધી તપાસ શરૂ કરી છે. દારૂના કેસમાં ૪૨ માસથી ફરાર શખ્સ ઝડપાયો ભાવનગર, શુક્રવાર ઘોઘા પોલીસ મથકમાં નોંધાયેલા ઈંગ્લીશ દારૂના કેસમાં સંડોવાયેલા અને ૪૨ માસથી નાસતા ફરતા શખ્સને પોલીસે બાતમીના આધારે ઝડપી લીધો હતો. — [433, 120, 618, 610]
color-swatch — [1356, 2205, 1372, 2215]
edition: (ભાવનગર આવૃત્તિ) — [224, 64, 374, 87]
classifieds-title: ક્લાસિફાઈડ — [650, 1772, 1072, 1866]
market-row: તલ કાળા ૧૭૮૦-૧૫૪૨ તલ કાળા ૨૦૦૦ — [53, 1035, 374, 1046]
color-swatch — [456, 2205, 469, 2217]
issue-date: શનિવાર, તા. ૨૦ ડિસેમ્બર ૨૦૨૫ — [1327, 64, 1566, 86]
public-notice: જાહેર નોટીસ અરજી GGST Act-2017 અને CGST Act-2017 ની કલમ ૧૩૦ તથા કલમ ૯૮(૩) અન્વયેરાજયવેરા અધિકારી, (૨), મોબાઈલ સ્ક્વોડ, ભાવનગર દ્વારા તા. ૨૪-૧૧-૨૦૨૫ના રોજ વાહન નંબર RJ-14-GN-9428 માંથી SIGNATURE PAN MASALA માલ કબજે કરવામાં આવેલ. આ માલ GGST Act-2017 અને CGST Act-2017 ની કલમ ૧૩૦ અન્વયે જપ્ત કરવામાં આવ્યો છે. સદર માલ ના માલિક કે વાહનના માલિક જો કોઈ હોય તો આ નોટીસ પ્રસિદ્ધ થયાના દિન-૧૫ માં રૂબરૂ હાજર થઈ જરૂરી પુરાવા રજૂ કરવા, અન્યથા ઉપરોક્ત માલ અંગે નિયમોનુસાર કાર્યવાહી કરવામાં આવશે. સ્થળ : ભાવનગર તારીખ : ૨૦-૧૨-૨૦૨૫ (એમ. એમ. ડલવાડિયા) રાજ્યવેરા અધિકારી (૨) મોબાઈલ સ્ક્વોડ, વિભાગ-૭, ભાવનગર. — [1260, 1127, 1566, 1710]
classified-ad: લીલાસર્કલ — ફ્લેટ સુવિધાયુક્ત સ્કીમમાં 2BHK તથા 2BHK ટેરેસ ફ્લેટ 1200 SF તથા 1600 SF. મો. ૯૯૭૪૦૨૯૩૩૮ — [829, 1896, 972, 1945]
headline: યુટ્યુબના ઓડિયો બાબતે યુવકને માર મારી ધમકી આપી — [627, 562, 806, 630]
classified-ad: સરકાર માન્ય કંપનીમાં સમગ્ર ગુજરાત લેવલે કાયમી નોકરી. મો. ૯૬૬૨૮ ૬૬૬૪૬ — [55, 1968, 220, 1992]
classified-ad: ફ્રિજ- વોશીંગમશીન — ગેરેન્ટેડ પાર્સનલ ફ્રિજ રિપેરીંગ. ૯૮૨૪૮૩૨૨૫૨ — [1279, 1901, 1422, 1925]
news-column-5: બરવાળા બાર એસો.ના પ્રમુખ ૧૩મી વખત બિનહરીફ વરણી બરવાળા, તા.૧૯ બરવાળા બાર એસોસીએશનના તમામ હોદ્દા માટે એકજ ફોર્મ ન ભરાતા તેના અનુસંધાને બરવાળા કોર્ટમાં એસો.ની બેઠક ચૂંટણી અધિકારી પી.એમ.રાઠોડના અધ્યક્ષસ્થાને અને તમામ વકીલોની ઉપસ્થિતિમાં મળી હતી. જેમાં એસો.ના પ્રમુખ તરીકે સતત ૧૩ મી વખત શિતલબેન સોલંકીની બિનહરીફ વરણી કરાઈ હતી. ઉપપ્રમુખ, મંત્રી, સહમંત્રી, ખજાનચી તરીકે પણ બિનહરીફ વરણી જાહેર કરવામાં આવી હતી. અધેવાડા રોડ પહોળો કરવા માટે વૃક્ષો કાપી નખાતા રોષ ભાવનગર, શુક્રવાર ભાવનગર શહેરના અધેવાડા રોડને પહોળો કરવા માટે કેટલાય વૃક્ષ કાપવામાં આવ્યા છે. વર્ષોજૂના વૃક્ષો કાપી નખાતા પર્યાવરણપ્રેમીઓમાં રોષ ફેલાયો છે અને તંત્રએ નવા વૃક્ષો વાવવા માંગ ઉઠી છે. — [815, 118, 1000, 783]
print-registration-mark: + cmyk — [743, 17, 841, 58]
color-swatch — [1515, 2205, 1531, 2215]
truck-battery-story: ૧૫ દિવસ પૂર્વે ટ્રકમાંથી ૮ બેટરીઓ ચોરાઈ હતી ઘાંઘળી જીઆઈડીસીમાં ટ્રકમાંથી બેટરી ચોરનારા બે શખ્સ ઝડપાયા સિહોર, તા.૧૯ — સિહોરના ઘાંઘળી જીઆઈડીસીમાં ટ્રકમાં ૮ બેટરીઓ ચોરનારા બે શખ્સોને સિહોર પોલીસે બાતમીના આધારે ઝડપી લીધા હતા. જીઆઈડીસીમાં પાર્ક કરેલા ટ્રકમાંથી ૧૫ દિવસ પહેલા બેટરીઓ ચોરાઈ હતી. બેટરીઓ ચોરી શખ્સે પોતાની વાડીમાં રાખી હતી, સિહોર પોલીસ મથકમાં ગુનો નોંધાયો સિહોરના ઘાંઘળી ગામમાં રહેતા યુવકની ટ્રકમાંથી બેટરીઓની ચોરી થઈ હતી. પોલીસે બાતમીના આધારે તપાસ કરતા ચોરાયેલી બેટરીઓ આરોપીની વાડીમાંથી મળી આવી હતી. બંને શખ્સ વિરૂધ્ધ ગુનો નોંધી વધુ તપાસ હાથ ધરી છે. ચોકીદાર જોઈએ છે સચાન ટોલ પ્લાઝા ખાતે ચોકીદાર તથા ડ્રાઈવરની જરૂર છે. રૂબરૂ મળો. મો. ૯૮૨૫૦૨૧૧૮૨ મંગળ ભારતી લોકશાળા અને બર્ણાપર કુમાર છાત્રાલય — અવસર શ્રેષ્ઠ શાળામાં રસોઈયા, ચોકીદાર અને સફાઈ કામદારની જરૂર છે. ૧૦ દિવસમાં રૂબરૂ મળવું. તા. ૩૦/૧૨/૨૦૨૫ સુધીમાં અરજી. — [815, 783, 1254, 1303]
color-swatch — [392, 2205, 408, 2215]
market-row: કપાસ ૫૯૦-૬૦૦ — [215, 1061, 374, 1072]
color-swatch — [725, 2205, 741, 2215]
color-swatch-group — [1209, 2205, 1274, 2217]
color-swatch — [1497, 2205, 1513, 2215]
classified-ad: વેચાણથી આપવાના — મકાન છે 3BHK 53 લાખથી ધોધા સર્કલ. મો. ૯૮૯૮૩૮૫૦૦૪ — [528, 1937, 671, 1974]
classified-ad: સરકાર માન્ય કંપનીમાં કાયમી નોકરી અનુભવી-બિનઅનુભવી છોકરાઓ છોકરીઓની ભરતી પગાર ૧૮,૫૦૦થી ૨૦,૫૦૦ બોનસ + પ્રમોશન + રહેવા જમવાની સગવડ. મો. ૯૦૧૬૦ ૨૧૭૫૯ — [55, 1901, 220, 1963]
classified-ad: ભાડે આપવાના — તાલસીટ કાળીયાબીડ સિદસરરોડ ટોપથ્રીસર્કલ દેવરાજનગર મો. ૭૨૮૪૯૩૯૪૯૫ — [979, 1901, 1122, 1938]
color-swatch — [1304, 2205, 1320, 2215]
color-swatch — [70, 2205, 83, 2217]
market-row: મેથી ૫૦૦-૪૯૦ કળથી ૯૮૦-૧૨૯૦ — [53, 1289, 374, 1301]
color-swatch — [743, 2205, 759, 2215]
color-swatch — [665, 2205, 678, 2217]
color-swatch-group — [146, 2205, 216, 2217]
headline: દારૂની ૯ બોટલ સાથે મહુવાનો શખ્સ ઝડપાયો — [627, 449, 806, 494]
color-swatch — [279, 2205, 292, 2217]
sihor-fire-story: સિહોરનાં ગુંદાળા વિસ્તારમાં આવેલ ડમ્પિંગ સાઈટમાં આગ સિહોર, તા. ૧૯ — સિહોરના ગુંદાળા વિસ્તારમાં આવેલ નગરપાલિકાની ડમ્પિંગ સાઈટમાં અચાનક આગ લાગી હતી. આગના કારણે આસપાસના વિસ્તારમાં ધુમાડાના ગોટેગોટા જોવા મળ્યા હતા. ફાયર બ્રિગેડે સ્થળ પર પહોંચી પાણીનો મારો ચલાવી આગ પર કાબૂ મેળવ્યો હતો. — [1260, 783, 1566, 979]
classified-ad: 3BHK નવું મકાન TOP-3, સર્કલ પાસે. મો. ૯૩૭૫૭૨૩૧૯૫ — [528, 1979, 671, 2003]
news-column-1: માતા અને પુત્ર સહિત ત્રણ લોકોનો મહિલા પર હુમલો ભાવનગર, શુક્રવાર તળાજા રોડ પર આવેલા નવા સિંધુનગર ખાતે રહેતા દક્ષાબા પ્રદ્યુમનસિંહ ગોહિલ અને પડોશી મહિલાવચ્ચે ઘરની બહાર મારામારી બાબતે બોલાચાલી થઈ હતી. ઉપર બેઠા બેઠા વાતો કરતા હતા ત્યારે બાજુમાં રહેતા હંસાબેન તથા તેના બંને દિકરા જયેશ અને સંજીવ આવી ગાળો બોલી ઝઘડો કરી ધમકી આપી હતી. આ બનાવ અંગે દક્ષાબાએ ત્રણેય શખ્સ વિરૂધ્ધ ભરતનગર પોલીસ મથકમાં ફરિયાદ નોંધાવી છે. દારૂની પ્રવૃત્તિમાં સંડોવાયેલ શખ્સ પાસા હેઠળ વડોદરા જેલમાં ભાવનગર, શુક્રવાર ઈંગ્લીશ દારૂની ગેરકાયદેસર પ્રવૃત્તિમાં સંડોવાયેલ અસલ ઉર્ફે હાલો પ્રવિણભાઈ મકવાણા (રહે. પ્લોટ નંબર-૦૧, પાર્થના પાર્ક, ભરતનગર) વિરૂધ્ધ પોલીસે પાસાની દરખાસ્ત કરતા જિલ્લા કલેક્ટરે દરખાસ્ત મંજુર કરી હતી. તળાજાના ગઢુલા ગામે થયેલી ચોરીની ફરિયાદ નોંધાઈ ભાવનગર, શુક્રવાર તળાજા તાલુકાના ગઢુલા ગામે રહેતા જેસંગભાઈ મગનભાઈ વાળાના મકાનમાંથી અજાણ્યા તસ્કરો રોકડ રકમ તથા દાગીના મળી મુદ્દામાલની ચોરી કરી નાસી છૂટયા હતા. આ અંગે તળાજા પોલીસમાં ગુનો નોંધાયો છે. — [52, 121, 237, 716]
headline: દારૂની પ્રવૃત્તિમાં સંડોવાયેલ શખ્સ પાસા હેઠળ વડોદરા જેલમાં — [62, 361, 227, 429]
page-header-left: ૨ ગુજરાત સમાચાર (ભાવનગર આવૃત્તિ) — [52, 64, 374, 87]
color-swatch — [1532, 2205, 1548, 2215]
color-swatch — [181, 2205, 198, 2215]
community-column: જ્ઞાતિ-સમાજ ઝાલાવાડ સત્તર તાલુકા ઔદિચ્ય સહસ્ત્ર બ્રહ્મમંડળ આગામી તા. ૨૮ ડિસે.રવિવારે જ્ઞાતિના છાત્રાલયમાં સ્નેહમિલન સમારોહ તથા ઈનામ વિતરણ કાર્યક્રમ યોજાશે. શ્રી રઘુનાથજી મંદિરના સાનિધ્યમાં બપોરે ૧૨ કલાકે મહાપ્રસાદ યોજાશે, જ્ઞાતિજનોને ઉપસ્થિત રહેવા અનુરોધ કરાયો છે. શૈક્ષણિક શામળદાસ આર્ટસ કોલેજ બી.એ.સેમ.૨,૪ અને ૬ ના વર્ષ ૨૦૨૫-૨૬ ના વિદ્યાર્થીઓને જણાવવાનું કે, ટેકનીકલ સમસ્યાને કારણે ફી ભરવામાં મુશ્કેલી પડે તો કોલેજનો સંપર્ક કરવો. પી.એમ.ચૌધરી કોલેજ, તળાજા — મોડેલ સ્કુલ, તળાજા ખાતે તા. ૨૨ ડિસે.ના સવારે ૧૦ કલાકે વાલી મિટીંગ યોજાશે. — [387, 971, 578, 1722]
color-swatch-group — [725, 2205, 794, 2217]
color-swatch — [841, 2205, 854, 2217]
headline: માતા અને પુત્ર સહિત ત્રણ લોકોનો મહિલા પર હુમલો — [58, 121, 231, 190]
color-swatch — [858, 2205, 870, 2217]
color-swatch — [357, 2205, 373, 2215]
headline: બરવાળા બાર એસો.ના પ્રમુખ ૧૩મી વખત બિનહરીફ વરણી — [834, 122, 980, 188]
market-row: શીંગ નવીન ૧૨૪૦-૧૬૩૪ શીંગ ૭૨૦ ૧૦૩૫-૧૫૫૩ — [53, 905, 374, 916]
header-rule — [52, 113, 1566, 115]
market-row: શીંગ૬૬ ૧૨૪૦-૧૬૫૧ ડુંગળી સફેદ ૧૪૦-૨૨૯ — [53, 1107, 374, 1119]
botad-story: બોટાદની સાકરિયા કોલેજમાં આજથી વાર્ષિક શિબિર યોજાશે બોટાદ, તા. ૧૯ — બોટાદની એલ.એમ.સાકરિયા મહિલા કોલેજમાં રાષ્ટ્રીય સેવા યોજના અંતર્ગત આજથી વાર્ષિક શિબિરનો પ્રારંભ થશે. શિબિરમાં સ્વચ્છતા અભિયાન, વ્યસનમુક્તિ અને આરોગ્ય જાગૃતિના કાર્યક્રમો યોજાશે. — [1260, 986, 1566, 1093]
classified-ad: (૧) NBFC તથા બેંક સાથે ટાઈઅપ કરી. વેરિકલ લોન કરાવી શકે તેવા વ્યક્તિ. (૨) ઓરીજીનાલનું ફિલ્ડમાર્કેટિંગ કરી શકે તેવા વ્યક્તિ. મો. ૯૮૨૫૦ ૯૨૮૨૪ — [227, 1896, 370, 1957]
color-swatch-group — [438, 2205, 503, 2217]
color-swatch-group — [1304, 2205, 1373, 2217]
color-swatch — [1437, 2205, 1449, 2217]
color-swatch — [1034, 2205, 1047, 2217]
truck-headline: ઘાંઘળી જીઆઈડીસીમાં ટ્રકમાંથી બેટરી ચોરનારા બે શખ્સ ઝડપાયા — [841, 824, 1227, 897]
classified-ad: સફાઈ કામદાર — અનુભવી સફાઈ કામદાર હોટલ માટે. મો. ૯૭૭૩૨૫૨૫૨૭ — [55, 1997, 220, 2021]
classified-ad: "શિવ એસ્ટેટ" જમીન, મકાન, પ્લોટ તથા દુકાન લેવા વેચવા માટે સંપર્ક કરો. મો. ૯૯૨૫૩૦૮૭૬૮ — [377, 2017, 521, 2053]
color-swatch-group — [52, 2205, 117, 2217]
classified-ad: ભાડે જોઈએ છે — ઓફિસ દુકાન ફ્લેટ તથા ઘર. મો. ૯૫૧૦૨૯૯૯૪૧ — [979, 1943, 1122, 1967]
market-row: મગ ૯૯૫-૧૦૦૦ ચણા ૯૦૦-૧૧૯૦ — [53, 1250, 374, 1262]
classified-ad: ભાવનગર — ગોયા સર્કલથી ૨ કિ.મી. ફ્લેટ. મો. ૯૫૧૦૨૯૯૯૪૧ — [829, 1966, 972, 1990]
color-swatch — [533, 2205, 549, 2215]
lead-subheadline: નગર પ્રાથમિક શિક્ષણ સમિતિની શાળાનું નિયમન, મિલકત વેરો, દબાણ સહિતના પ્રશ્ને ચર્ચા જામશે — [1024, 395, 1548, 459]
lead-kicker: ભાવનગર મહાપાલિકાની સાધારણ સભામાં ૫ ઠરાવને બહાલી અપાશે — [1005, 118, 1566, 153]
classified-ad: દુકાન ભાડેથી — આપવાના છે. મો. ૯૮૯૮૪૬૭૦૦૬ — [1129, 1953, 1272, 1977]
color-swatch — [567, 2205, 584, 2215]
market-table-2 — [52, 1094, 376, 1302]
color-swatch — [1146, 2205, 1162, 2215]
headline: અધેવાડા રોડ પહોળો કરવા માટે વૃક્ષો કાપી નખાતા રોષ — [832, 359, 983, 427]
classified-ad: પર્સનલ ટ્યુશન ધો. ૯- ૧૦ (English, ગુજરાતી મિડિયમ). ૭૮૦૧૯૯૧૪૫૬ — [1279, 2030, 1422, 2053]
